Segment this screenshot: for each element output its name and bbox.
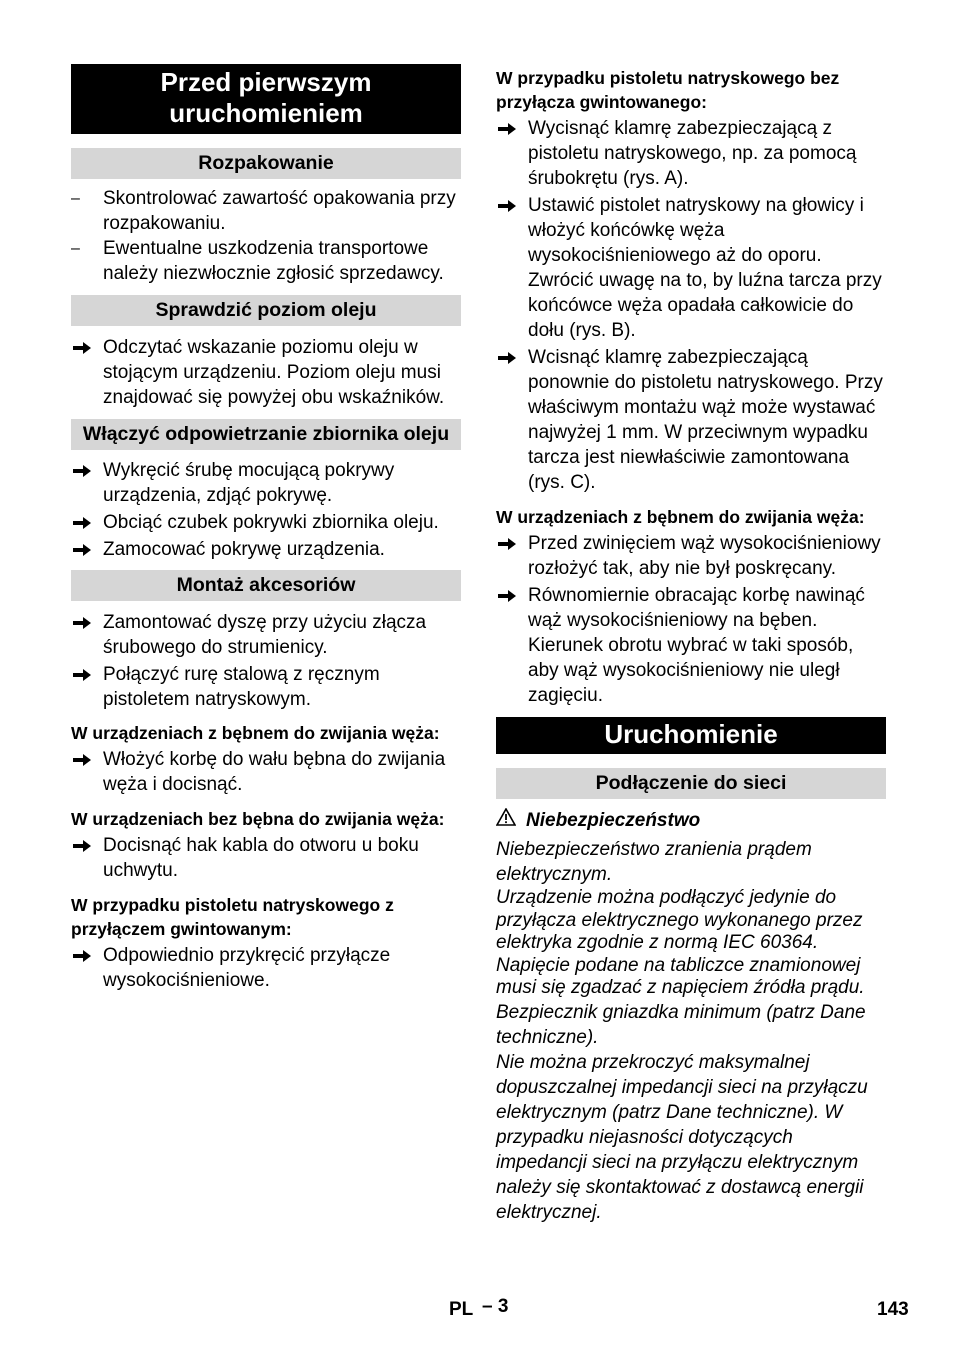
arrow-icon — [73, 662, 95, 687]
list-item: Obciąć czubek pokrywki zbiornika oleju. — [71, 510, 461, 535]
section-title-startup: Uruchomienie — [496, 717, 886, 754]
heading-oil-vent: Włączyć odpowietrzanie zbiornika oleju — [71, 419, 461, 450]
section-title-first-start: Przed pierwszym uruchomieniem — [71, 64, 461, 134]
arrow-icon — [73, 610, 95, 635]
footer-section-number: – 3 — [482, 1296, 509, 1317]
list-item: Połączyć rurę stalową z ręcznym pistoletem natryskowym. — [71, 662, 461, 712]
list-item: Odczytać wskazanie poziomu oleju w stojącym urządzeniu. Poziom oleju musi znajdować się powyżej obu wskaźników. — [71, 335, 461, 410]
list-item: Odpowiednio przykręcić przyłącze wysokociśnieniowe. — [71, 943, 461, 993]
arrow-icon — [73, 747, 95, 772]
list-item: Równomiernie obracając korbę nawinąć wąż wysokociśnieniowy na bęben. Kierunek obrotu wybrać w taki sposób, aby wąż wysokociśnieniowy nie uległ zagięciu. — [496, 583, 886, 708]
arrow-icon — [73, 335, 95, 360]
list-item: Wykręcić śrubę mocującą pokrywy urządzenia, zdjąć pokrywę. — [71, 458, 461, 508]
heading-mains-connection: Podłączenie do sieci — [496, 768, 886, 799]
arrow-icon — [498, 583, 520, 608]
list-item: – Skontrolować zawartość opakowania przy rozpakowaniu. — [71, 188, 456, 234]
subheading-threaded-gun: W przypadku pistoletu natryskowego z przyłączem gwintowanym: — [71, 895, 394, 939]
subheading-with-reel-2: W urządzeniach z bębnem do zwijania węża: — [496, 507, 865, 527]
footer-language: PL — [449, 1299, 474, 1320]
list-item: Wycisnąć klamrę zabezpieczającą z pistoletu natryskowego, np. za pomocą śrubokrętu (rys. A). — [496, 116, 886, 191]
subheading-without-reel: W urządzeniach bez bębna do zwijania węża: — [71, 809, 445, 829]
arrow-icon — [73, 510, 95, 535]
list-item: – Ewentualne uszkodzenia transportowe należy niezwłocznie zgłosić sprzedawcy. — [71, 238, 444, 284]
danger-text: Napięcie podane na tabliczce znamionowej musi się zgadzać z napięciem źródła prądu. — [496, 954, 865, 998]
list-item: Włożyć korbę do wału bębna do zwijania węża i docisnąć. — [71, 747, 461, 797]
heading-oil-level: Sprawdzić poziom oleju — [71, 295, 461, 326]
arrow-icon — [73, 943, 95, 968]
danger-text: Bezpiecznik gniazdka minimum (patrz Dane techniczne). — [496, 1001, 866, 1048]
subheading-with-reel: W urządzeniach z bębnem do zwijania węża: — [71, 723, 440, 743]
subheading-unthreaded-gun: W przypadku pistoletu natryskowego bez przyłącza gwintowanego: — [496, 68, 840, 112]
list-item: Zamocować pokrywę urządzenia. — [71, 537, 461, 562]
heading-unpacking: Rozpakowanie — [71, 148, 461, 179]
arrow-icon — [498, 345, 520, 370]
danger-heading: Niebezpieczeństwo — [496, 808, 886, 833]
page-number: 143 — [877, 1299, 909, 1320]
arrow-icon — [498, 531, 520, 556]
danger-text: Nie można przekroczyć maksymalnej dopuszczalnej impedancji sieci na przyłączu elektrycznym (patrz Dane techniczne). W przypadku niejasności dotyczących impedancji sieci na przyłączu elektrycznym należy się skontaktować z dostawcą energii elektrycznej. — [496, 1051, 868, 1223]
right-column — [496, 66, 886, 1225]
heading-accessories: Montaż akcesoriów — [71, 570, 461, 601]
arrow-icon — [73, 537, 95, 562]
arrow-icon — [73, 833, 95, 858]
list-item: Zamontować dyszę przy użyciu złącza śrubowego do strumienicy. — [71, 610, 461, 660]
list-item: Ustawić pistolet natryskowy na głowicy i włożyć końcówkę węża wysokociśnieniowego aż do oporu. Zwrócić uwagę na to, by luźna tarcza przy końcówce węża opadała całkowicie do dołu (rys. B). — [496, 193, 886, 343]
danger-text: Urządzenie można podłączyć jedynie do przyłącza elektrycznego wykonanego przez elektryka zgodnie z normą IEC 60364. — [496, 887, 863, 953]
left-column — [71, 64, 461, 993]
list-item: Przed zwinięciem wąż wysokociśnieniowy rozłożyć tak, aby nie był poskręcany. — [496, 531, 886, 581]
danger-text: Niebezpieczeństwo zranienia prądem elektrycznym. — [496, 839, 812, 885]
warning-triangle-icon — [496, 808, 516, 833]
arrow-icon — [498, 116, 520, 141]
dash-bullet: – — [71, 190, 80, 207]
dash-bullet: – — [71, 240, 80, 257]
list-item: Docisnąć hak kabla do otworu u boku uchwytu. — [71, 833, 461, 883]
arrow-icon — [498, 193, 520, 218]
arrow-icon — [73, 458, 95, 483]
list-item: Wcisnąć klamrę zabezpieczającą ponownie do pistoletu natryskowego. Przy właściwym montażu wąż może wystawać najwyżej 1 mm. W przeciwnym wypadku tarcza jest niewłaściwie zamontowana (rys. C). — [496, 345, 886, 495]
